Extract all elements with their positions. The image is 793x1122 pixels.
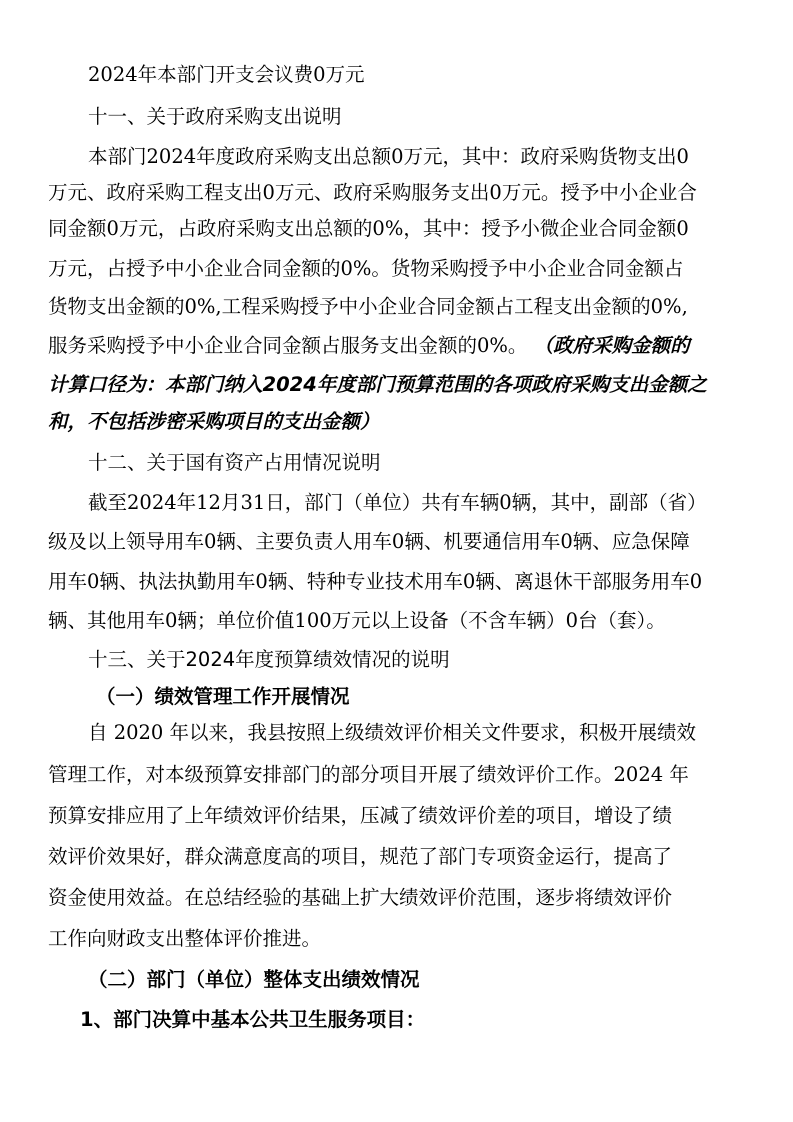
paragraph-line — [48, 334, 690, 358]
meeting-fee-line: 2024年本部门开支会议费0万元 — [88, 63, 365, 86]
paragraph-line: 本部门2024年度政府采购支出总额0万元，其中：政府采购货物支出0 — [88, 145, 689, 168]
paragraph-line: 万元，占授予中小企业合同金额的0%。货物采购授予中小企业合同金额占 — [48, 257, 684, 280]
section-heading-11: 十一、关于政府采购支出说明 — [88, 105, 342, 128]
paragraph-line: 资金使用效益。在总结经验的基础上扩大绩效评价范围，逐步将绩效评价 — [48, 886, 673, 909]
paragraph-line: 万元、政府采购工程支出0万元、政府采购服务支出0万元。授予中小企业合 — [48, 181, 697, 204]
subsection-heading-2: （二）部门（单位）整体支出绩效情况 — [88, 968, 420, 991]
subsection-heading-3: 1、部门决算中基本公共卫生服务项目： — [80, 1008, 426, 1031]
paragraph-line: 截至2024年12月31日，部门（单位）共有车辆0辆，其中，副部（省） — [88, 491, 707, 514]
emphasis-note: （政府采购金额的 — [533, 334, 690, 357]
paragraph-line: 自 2020 年以来，我县按照上级绩效评价相关文件要求，积极开展绩效 — [88, 721, 697, 744]
paragraph-line: 辆、其他用车0辆；单位价值100万元以上设备（不含车辆）0台（套）。 — [48, 609, 666, 632]
paragraph-text: 服务采购授予中小企业合同金额占服务支出金额的0%。 — [48, 334, 528, 357]
section-heading-13: 十三、关于2024年度预算绩效情况的说明 — [88, 648, 450, 671]
emphasis-note-line: 计算口径为：本部门纳入2024年度部门预算范围的各项政府采购支出金额之 — [48, 373, 707, 396]
paragraph-line: 管理工作，对本级预算安排部门的部分项目开展了绩效评价工作。2024 年 — [48, 763, 689, 786]
paragraph-line: 工作向财政支出整体评价推进。 — [48, 927, 322, 950]
section-heading-12: 十二、关于国有资产占用情况说明 — [88, 451, 381, 474]
emphasis-note-line: 和，不包括涉密采购项目的支出金额） — [48, 410, 380, 433]
paragraph-line: 级及以上领导用车0辆、主要负责人用车0辆、机要通信用车0辆、应急保障 — [48, 530, 690, 553]
paragraph-line: 预算安排应用了上年绩效评价结果，压减了绩效评价差的项目，增设了绩 — [48, 804, 673, 827]
paragraph-line: 同金额0万元，占政府采购支出总额的0%，其中：授予小微企业合同金额0 — [48, 217, 689, 240]
paragraph-line: 用车0辆、执法执勤用车0辆、特种专业技术用车0辆、离退休干部服务用车0 — [48, 570, 703, 593]
subsection-heading-1: （一）绩效管理工作开展情况 — [96, 685, 350, 708]
paragraph-line: 货物支出金额的0%,工程采购授予中小企业合同金额占工程支出金额的0%, — [48, 295, 688, 318]
paragraph-line: 效评价效果好，群众满意度高的项目，规范了部门专项资金运行，提高了 — [48, 845, 673, 868]
